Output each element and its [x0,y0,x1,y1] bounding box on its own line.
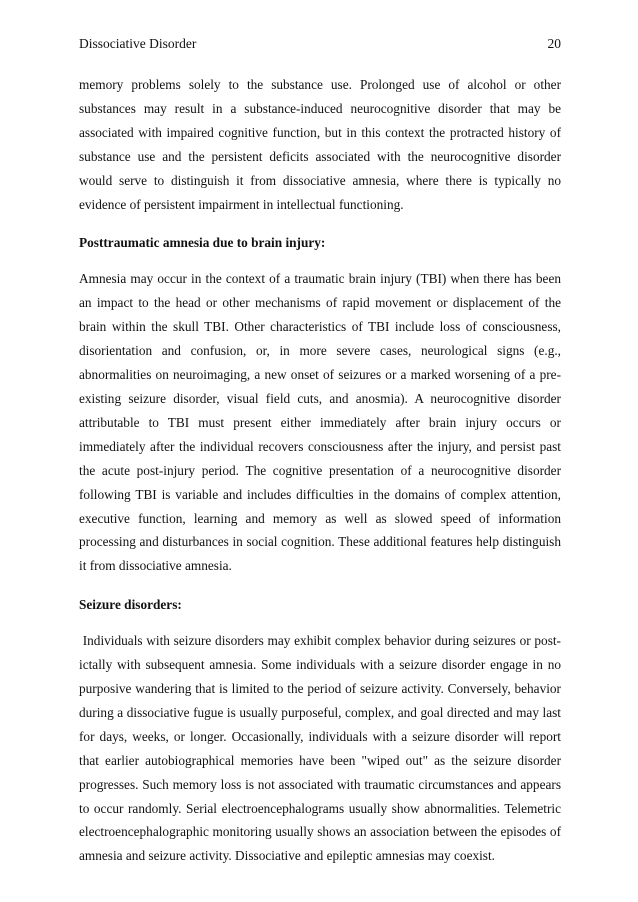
section-heading-brain-injury: Posttraumatic amnesia due to brain injury: [79,235,326,251]
seizure-paragraph: Individuals with seizure disorders may exhibit complex behavior during seizures or post-ictally with subsequent amnesia. Some individuals with a seizure disorder engage in no purposive wandering that is limited to the period of seizure activity. Conversely, behavior during a dissociative fugue is usually purposeful, complex, and goal directed and may last for days, weeks, or longer. Occasionally, individuals with a seizure disorder will report that earlier autobiographical memories have been "wiped out" as the seizure disorder progresses. Such memory loss is not associated with traumatic circumstances and appears to occur randomly. Serial electroencephalograms usually show abnormalities. Telemetric electroencephalographic monitoring usually shows an association between the episodes of amnesia and seizure activity. Dissociative and epileptic amnesias may coexist. [79,633,565,864]
document-page [79,36,565,868]
substance-paragraph: memory problems solely to the substance use. Prolonged use of alcohol or other substances may result in a substance-induced neurocognitive disorder that may be associated with impaired cognitive function, but in this context the protracted history of substance use and the persistent deficits associated with the neurocognitive disorder would serve to distinguish it from dissociative amnesia, where there is typically no evidence of persistent impairment in intellectual functioning. [79,77,561,212]
page-header [79,36,561,58]
brain-injury-paragraph: Amnesia may occur in the context of a traumatic brain injury (TBI) when there has been an impact to the head or other mechanisms of rapid movement or displacement of the brain within the skull TBI. Other characteristics of TBI include loss of consciousness, disorientation and confusion, or, in more severe cases, neurological signs (e.g., abnormalities on neuroimaging, a new onset of seizures or a marked worsening of a pre-existing seizure disorder, visual field cuts, and anosmia). A neurocognitive disorder attributable to TBI must present either immediately after brain injury occurs or immediately after the individual recovers consciousness after the injury, and persist past the acute post-injury period. The cognitive presentation of a neurocognitive disorder following TBI is variable and includes difficulties in the domains of complex attention, executive function, learning and memory as well as slowed speed of information processing and disturbances in social cognition. These additional features help distinguish it from dissociative amnesia. [79,271,561,574]
section-heading-seizure: Seizure disorders: [79,597,182,613]
page-number: 20 [547,36,561,51]
running-title: Dissociative Disorder [79,36,197,51]
